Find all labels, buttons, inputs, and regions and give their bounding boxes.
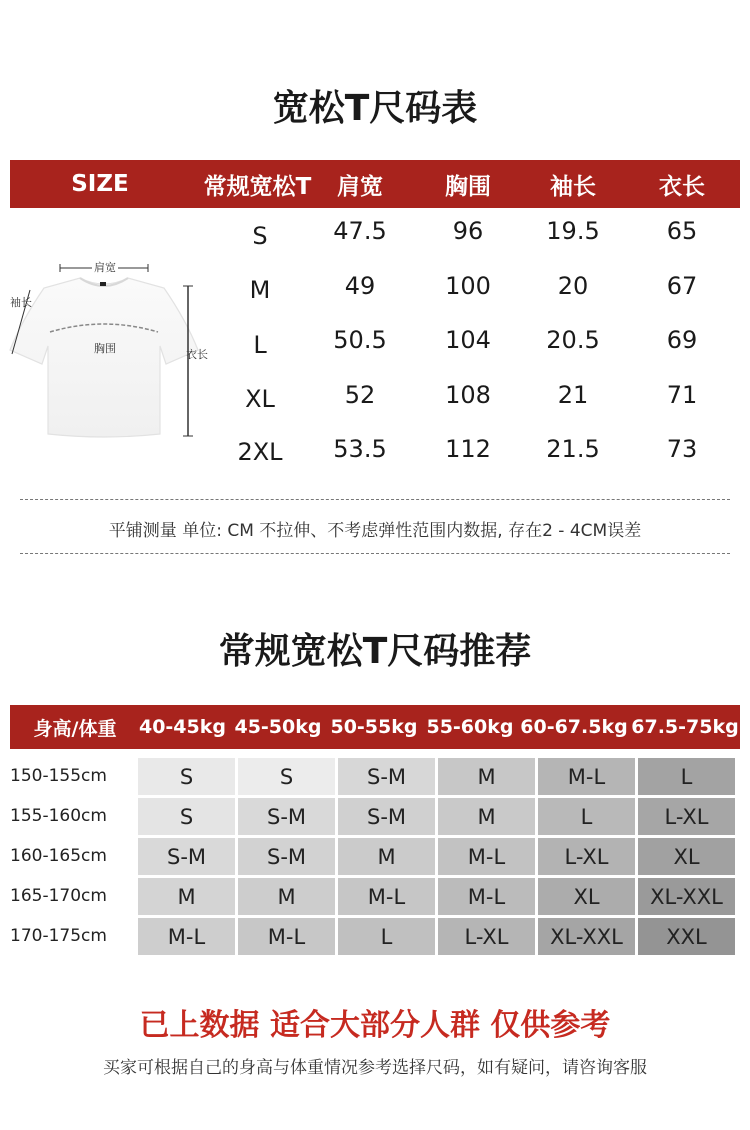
recommend-cell: M — [238, 878, 335, 915]
size-chart-header — [10, 160, 740, 208]
footer-note: 买家可根据自己的身高与体重情况参考选择尺码，如有疑问，请咨询客服 — [103, 1058, 647, 1078]
height-label: 165-170cm — [10, 886, 107, 906]
size-cell: XL — [245, 385, 275, 413]
header-chest: 胸围 — [445, 173, 491, 200]
header-weight: 60-67.5kg — [520, 716, 628, 738]
sleeve-cell: 21 — [557, 381, 589, 409]
recommend-cell: M — [138, 878, 235, 915]
recommend-cell: M-L — [238, 918, 335, 955]
recommend-cell: S-M — [338, 798, 435, 835]
length-cell: 73 — [666, 435, 698, 463]
header-weight: 40-45kg — [138, 716, 226, 738]
height-label: 155-160cm — [10, 806, 107, 826]
recommend-cell: L — [538, 798, 635, 835]
tshirt-diagram — [8, 250, 218, 450]
slogan: 已上数据 适合大部分人群 仅供参考 — [139, 1008, 611, 1043]
shoulder-cell: 50.5 — [333, 326, 387, 354]
recommend-cell: L-XL — [538, 838, 635, 875]
recommend-header — [10, 705, 740, 749]
divider-bottom — [20, 553, 730, 554]
recommend-cell: M-L — [138, 918, 235, 955]
recommend-cell: L — [338, 918, 435, 955]
header-weight: 67.5-75kg — [631, 716, 739, 738]
height-label: 150-155cm — [10, 766, 107, 786]
recommend-cell: S — [238, 758, 335, 795]
divider-top — [20, 499, 730, 500]
recommend-cell: L-XL — [438, 918, 535, 955]
recommend-title: 常规宽松T尺码推荐 — [218, 631, 532, 672]
diagram-label-sleeve: 袖长 — [10, 296, 32, 309]
recommend-cell: S — [138, 798, 235, 835]
recommend-cell: S-M — [138, 838, 235, 875]
height-label: 160-165cm — [10, 846, 107, 866]
shoulder-cell: 47.5 — [333, 217, 387, 245]
recommend-cell: XL-XXL — [538, 918, 635, 955]
size-chart-title: 宽松T尺码表 — [272, 88, 478, 129]
size-cell: L — [253, 331, 267, 359]
length-cell: 69 — [666, 326, 698, 354]
header-weight: 45-50kg — [234, 716, 322, 738]
recommend-cell: XL — [638, 838, 735, 875]
header-sleeve: 袖长 — [550, 173, 596, 200]
recommend-cell: M-L — [538, 758, 635, 795]
sleeve-cell: 21.5 — [546, 435, 600, 463]
recommend-cell: L — [638, 758, 735, 795]
diagram-label-length: 衣长 — [186, 348, 208, 361]
length-cell: 71 — [666, 381, 698, 409]
recommend-cell: S-M — [238, 798, 335, 835]
header-type: 常规宽松T — [203, 173, 312, 200]
size-cell: M — [249, 276, 271, 304]
shoulder-cell: 49 — [344, 272, 376, 300]
sleeve-cell: 20 — [557, 272, 589, 300]
height-label: 170-175cm — [10, 926, 107, 946]
recommend-cell: M-L — [438, 878, 535, 915]
recommend-cell: S-M — [238, 838, 335, 875]
recommend-cell: XXL — [638, 918, 735, 955]
recommend-cell: M — [338, 838, 435, 875]
chest-cell: 96 — [452, 217, 484, 245]
sleeve-cell: 20.5 — [546, 326, 600, 354]
header-size: SIZE — [71, 171, 129, 197]
recommend-cell: L-XL — [638, 798, 735, 835]
recommend-cell: M-L — [438, 838, 535, 875]
diagram-label-chest: 胸围 — [94, 342, 116, 355]
recommend-cell: M-L — [338, 878, 435, 915]
size-cell: S — [252, 222, 268, 250]
recommend-cell: S — [138, 758, 235, 795]
header-weight: 55-60kg — [426, 716, 514, 738]
shoulder-cell: 53.5 — [333, 435, 387, 463]
header-shoulder: 肩宽 — [337, 173, 383, 200]
header-weight: 50-55kg — [330, 716, 418, 738]
diagram-label-shoulder: 肩宽 — [94, 261, 116, 274]
recommend-grid — [0, 758, 750, 963]
header-height-weight: 身高/体重 — [33, 717, 117, 740]
shoulder-cell: 52 — [344, 381, 376, 409]
header-length: 衣长 — [659, 173, 705, 200]
length-cell: 67 — [666, 272, 698, 300]
sleeve-cell: 19.5 — [546, 217, 600, 245]
recommend-cell: XL — [538, 878, 635, 915]
recommend-cell: M — [438, 758, 535, 795]
length-cell: 65 — [666, 217, 698, 245]
measure-note: 平铺测量 单位: CM 不拉伸、不考虑弹性范围内数据, 存在2 - 4CM误差 — [108, 521, 642, 541]
recommend-cell: XL-XXL — [638, 878, 735, 915]
chest-cell: 112 — [445, 435, 491, 463]
chest-cell: 104 — [445, 326, 491, 354]
recommend-cell: S-M — [338, 758, 435, 795]
size-cell: 2XL — [237, 438, 283, 466]
chest-cell: 108 — [445, 381, 491, 409]
chest-cell: 100 — [445, 272, 491, 300]
recommend-cell: M — [438, 798, 535, 835]
